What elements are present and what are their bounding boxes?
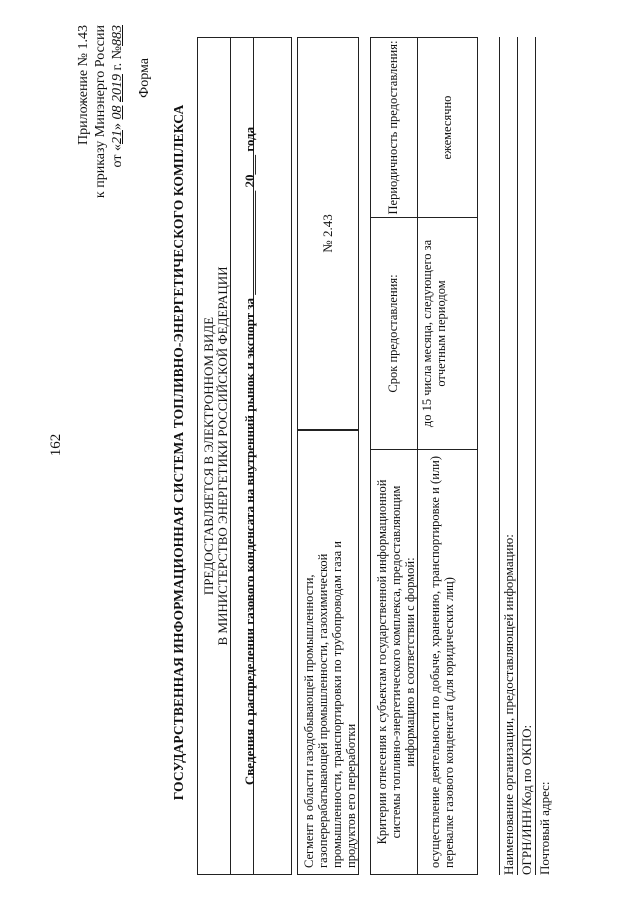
criteria-table <box>370 37 478 875</box>
order-date-line: от «21» 08 2019 г. №883 <box>110 25 125 168</box>
order-day: 21 <box>110 130 125 145</box>
submit-notice-line1: ПРЕДОСТАВЛЯЕТСЯ В ЭЛЕКТРОННОМ ВИДЕ <box>201 316 216 596</box>
header-deadline: Срок предоставления: <box>371 217 417 449</box>
page-number: 162 <box>48 433 64 457</box>
report-title-box <box>230 37 292 875</box>
order-line: к приказу Минэнерго России <box>93 25 108 199</box>
appendix-number: Приложение № 1.43 <box>76 25 91 145</box>
address-line: Почтовый адрес: <box>535 37 553 875</box>
order-year: 2019 <box>110 74 125 103</box>
header-criteria: Критерии отнесения к субъектам государственной информационной системы топливно-энергетического комплекса, предоставляющим информацию в соответствии с формой: <box>371 449 417 874</box>
ogrn-line: ОГРН/ИНН/Код по ОКПО: <box>517 37 535 875</box>
form-label: Форма <box>137 58 152 98</box>
org-name-line: Наименование организации, предоставляющей информацию: <box>499 37 517 875</box>
segment-text: Сегмент в области газодобывающей промышленности, газоперерабатывающей промышленности, газохимической промышленности, транспортировки по трубопроводам газа и продуктов его переработки <box>302 541 358 868</box>
cell-periodicity: ежемесячно <box>440 95 454 160</box>
form-number: № 2.43 <box>320 214 335 253</box>
cell-criteria: осуществление деятельности по добыче, хранению, транспортировке и (или) перевалке газового конденсата (для юридических лиц) <box>418 449 478 874</box>
cell-deadline: до 15 числа месяца, следующего за отчетным периодом <box>418 217 478 449</box>
main-title: ГОСУДАРСТВЕННАЯ ИНФОРМАЦИОННАЯ СИСТЕМА ТОПЛИВНО-ЭНЕРГЕТИЧЕСКОГО КОМПЛЕКСА <box>171 104 186 801</box>
order-month: 08 <box>110 105 125 120</box>
header-periodicity: Периодичность предоставления: <box>386 40 400 215</box>
segment-box <box>297 430 359 875</box>
report-title: Сведения о распределении газового конденсата на внутренний рынок и экспорт за ________________ 20___ года <box>242 126 257 786</box>
submit-notice-line2: В МИНИСТЕРСТВО ЭНЕРГЕТИКИ РОССИЙСКОЙ ФЕДЕРАЦИИ <box>215 266 230 646</box>
appendix-block <box>75 25 126 198</box>
order-number: 883 <box>110 25 125 46</box>
